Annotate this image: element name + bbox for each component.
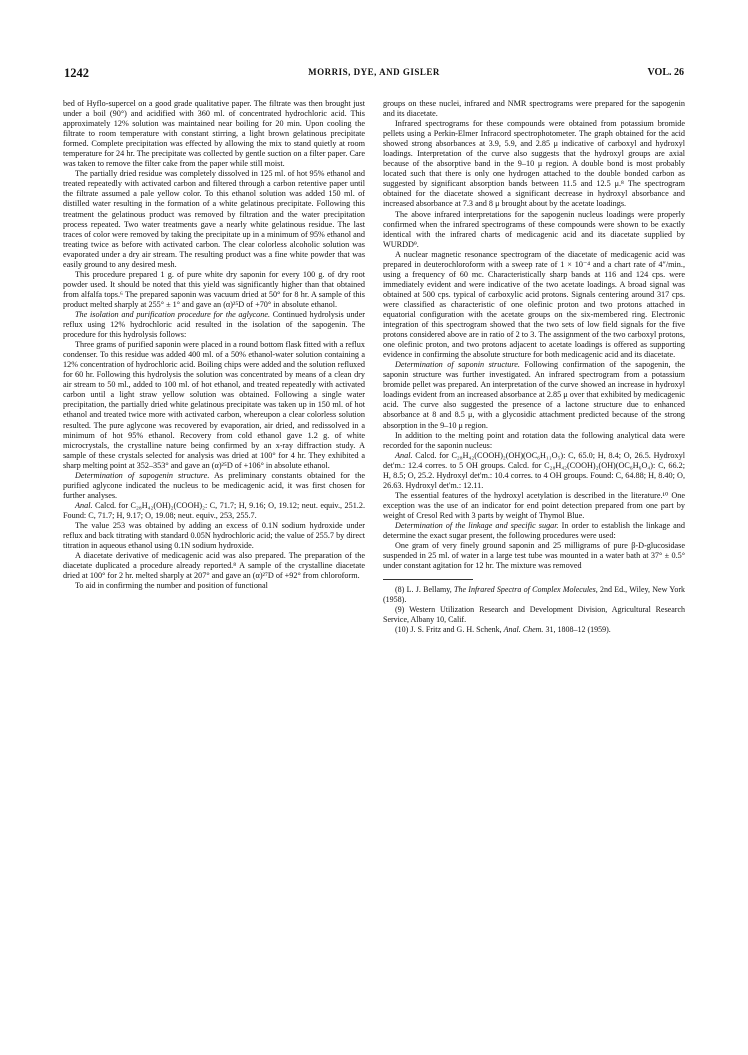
paragraph-lead: Anal. (395, 450, 413, 460)
page-number: 1242 (64, 66, 89, 80)
footnote-text: (10) J. S. Fritz and G. H. Schenk, (395, 625, 504, 635)
paragraph-text: Calcd. for C₂₈H₄₂(COOH)₂(OH)(OC₆H₁₁O₅): C, 65.0; H, 8.4; O, 26.5. Hydroxyl det'm.: 12.4 corres. to 5 OH groups. Calcd. for C₂₈H₄₂(COOH)₂(OH)(OC₆H₆O₄): C, 66.2; H, 8.5; O, 25.2. Hydroxyl det'm.: 10.4 corres. to 4 OH groups. Found: C, 64.88; H, 8.40; O, 26.63. Hydroxyl det'm.: 12.11. (383, 450, 685, 490)
paragraph-text: Continued hydrolysis under reflux using 12% hydrochloric acid resulted in the isolation of the sapogenin. The procedure for this hydrolysis follows: (63, 309, 365, 340)
running-header (64, 66, 684, 84)
footnote-text: 31, 1808–12 (1959). (543, 625, 611, 635)
paragraph-text: This procedure prepared 1 g. of pure white dry saponin for every 100 g. of dry root powder used. It should be noted that this yield was significantly higher than that obtained from alfalfa tops.⁶ The prepared saponin was vacuum dried at 50° for 8 hr. A sample of this product melted sharply at 255° ± 1° and gave an (α)²⁵D of +70° in absolute ethanol. (63, 269, 365, 309)
footnote-entry (383, 605, 685, 625)
paragraph-text: Three grams of purified saponin were placed in a round bottom flask fitted with a reflux condenser. To this residue was added 400 ml. of a 50% ethanol-water solution containing a 12% concentration of hydrochloric acid. Boiling chips were added and the solution refluxed for 60 hr. Following this hydrolysis the solution was concentrated by means of a clean dry air stream to 50 ml., added to 100 ml. of hot ethanol, and treated repeatedly with activated carbon until a light straw yellow solution was obtained. Following a single water precipitation, the partially dried white gelatinous precipitate was taken up in 150 ml. of hot ethanol and treated twice more with activated carbon, whereupon a clear colorless solution resulted. The pure aglycone was recovered by evaporation, air dried, and redissolved in a minimum of hot 95% ethanol. Recovery from cold ethanol gave 1.2 g. of white microcrystals, the crystalline nature being confirmed by an x-ray diffraction study. A sample of these crystals selected for analysis was dried at 100° for 4 hr. They exhibited a sharp melting point at 352–353° and gave an (α)²⁵D of +106° in absolute ethanol. (63, 340, 365, 470)
paragraph (383, 521, 685, 541)
paragraph-text: The partially dried residue was completely dissolved in 125 ml. of hot 95% ethanol and treated repeatedly with activated carbon and filtered through a carbon retentive paper until the filtrate assumed a pale yellow color. To this ethanol solution was added 150 ml. of distilled water resulting in the formation of a white gelatinous precipitate. Following this treatment the gelatinous product was removed by filtration and the water precipitation process repeated. Two water treatments gave a nearly white gelatinous residue. The last traces of color were removed by taking the precipitate up in a minimum of 95% ethanol and treating twice as before with activated carbon. The clear colorless alcoholic solution was evaporated under a dry air stream. The resulting product was a fine white powder that was easily ground to any desired mesh. (63, 169, 365, 269)
footnote-entry (383, 625, 685, 635)
paragraph (383, 451, 685, 491)
paragraph (383, 99, 685, 119)
paragraph (63, 99, 365, 169)
paragraph (383, 360, 685, 430)
footnote-text: 2nd Ed., Wiley, New York (1958). (383, 585, 685, 605)
footnote-text: (9) Western Utilization Research and Development Division, Agricultural Research Service, Albany 10, Calif. (383, 605, 685, 625)
paragraph-text: One gram of very finely ground saponin and 25 milligrams of pure β-D-glucosidase suspended in 25 ml. of water in a large test tube was mounted in a water bath at 37° ± 0.5° under constant agitation for 12 hr. The mixture was removed (383, 541, 685, 571)
right-column (383, 99, 685, 635)
paragraph-text: As preliminary constants obtained for the purified aglycone indicated the nucleus to be medicagenic acid, it was first chosen for further analyses. (63, 470, 365, 500)
paragraph-text: Infrared spectrograms for these compounds were obtained from potassium bromide pellets using a Perkin-Elmer Infracord spectrophotometer. The graph obtained for the acid showed strong absorbances at 3.9, 5.9, and 2.85 μ indicative of carboxyl and hydroxyl loadings. Interpretation of the curve also suggests that the hydroxyl groups are axial because of the absorptive band in the 9–10 μ region. A double bond is most probably located such that there is only one hydrogen attached to the double bonded carbon as suggested by significant absorption bands between 11.5 and 12.5 μ.⁸ The spectrogram obtained for the diacetate showed a significant decrease in hydroxyl absorbance and increased absorbance at 7.3 and 8 μ brought about by the acetate loadings. (383, 119, 685, 209)
paragraph-text: groups on these nuclei, infrared and NMR spectrograms were prepared for the sapogenin and its diacetate. (383, 99, 685, 119)
paragraph-text: The value 253 was obtained by adding an excess of 0.1N sodium hydroxide under reflux and back titrating with standard 0.05N hydrochloric acid; the value of 255.7 by direct titration in aqueous ethanol using 0.1N sodium hydroxide. (63, 520, 365, 551)
paragraph-lead: Determination of saponin structure. (395, 360, 520, 370)
footnote-entry (383, 585, 685, 605)
paragraph (383, 119, 685, 209)
paragraph (63, 270, 365, 310)
paragraph-text: Following confirmation of the sapogenin, the saponin structure was further investigated. An infrared spectrogram from a potassium bromide pellet was prepared. An interpretation of the curve showed an increase in hydroxyl loadings evident from an increased absorbance at 2.85 μ over that exhibited by medicagenic acid. The curve also suggested the presence of a lactone structure due to enhanced absorbance at 8 and 8.5 μ, with a glycosidic attachment predicted because of the strong absorption in the 9–10 μ region. (383, 360, 686, 430)
left-column (63, 99, 365, 591)
footnote-title: The Infrared Spectra of Complex Molecules, (454, 585, 598, 595)
footnote-title: Anal. Chem. (503, 625, 544, 635)
paragraph-text: A diacetate derivative of medicagenic acid was also prepared. The preparation of the diacetate duplicated a procedure already reported.⁸ A sample of the crystalline diacetate dried at 100° for 2 hr. melted sharply at 207° and gave an (α)²⁷D of +92° from chloroform. (63, 551, 365, 581)
paragraph (63, 501, 365, 521)
paragraph (63, 340, 365, 471)
paragraph-text: To aid in confirming the number and position of functional (75, 581, 268, 591)
paragraph (63, 581, 365, 591)
paragraph (383, 491, 685, 521)
footnotes (383, 585, 685, 635)
paragraph (63, 551, 365, 581)
paragraph-text: Calcd. for C₂₈H₄₂(OH)₂(COOH)₂: C, 71.7; H, 9.16; O, 19.12; neut. equiv., 251.2. Found: C, 71.7; H, 9.17; O, 19.08; neut. equiv., 253, 255.7. (63, 500, 365, 520)
paragraph (383, 250, 685, 361)
paragraph-text: bed of Hyflo-supercel on a good grade qualitative paper. The filtrate was then brought just under a boil (90°) and acidified with 360 ml. of concentrated hydrochloric acid. This approximately 12% solution was maintained near boiling for 20 min. Upon cooling the filtrate to room temperature with constant stirring, a light brown gelatinous precipitate formed. Complete precipitation was effected by allowing the mix to stand quietly at room temperature for 24 hr. The precipitate was collected by gentle suction on a filter paper. Care was taken to remove the filter cake from the paper while still moist. (63, 99, 365, 169)
paragraph-lead: The isolation and purification procedure for the aglycone. (75, 309, 271, 319)
paragraph (383, 210, 685, 250)
paragraph (383, 431, 685, 451)
paragraph-lead: Anal. (75, 500, 93, 510)
footnote-rule (383, 579, 473, 580)
paragraph-text: In order to establish the linkage and determine the exact sugar present, the following procedures were used: (383, 520, 685, 541)
right-column-body (383, 99, 685, 571)
paragraph (63, 471, 365, 501)
paragraph-text: In addition to the melting point and rotation data the following analytical data were recorded for the saponin nucleus: (383, 430, 685, 450)
footnote-text: (8) L. J. Bellamy, (395, 585, 455, 595)
paragraph (63, 521, 365, 551)
paragraph (383, 541, 685, 571)
running-title: MORRIS, DYE, AND GISLER (308, 67, 440, 77)
paragraph (63, 169, 365, 269)
paragraph-text: The above infrared interpretations for the sapogenin nucleus loadings were properly confirmed when the infrared spectrograms of these compounds were shown to be exactly identical with the infrared charts of medicagenic acid and its diacetate supplied by WURDD⁹. (383, 209, 685, 249)
paragraph-text: The essential features of the hydroxyl acetylation is described in the literature.¹⁰ One exception was the use of an indicator for end point detection prepared from one part by weight of Cresol Red with 3 parts by weight of Thymol Blue. (383, 490, 685, 520)
paragraph (63, 310, 365, 340)
paragraph-lead: Determination of the linkage and specific sugar. (395, 520, 559, 530)
volume-label: VOL. 26 (647, 67, 684, 78)
paragraph-text: A nuclear magnetic resonance spectrogram of the diacetate of medicagenic acid was prepared in deuterochloroform with a sweep rate of 1 × 10⁻⁴ and a chart rate of 4″/min., using a frequency of 60 mc. Characteristically sharp bands at 116 and 124 cps. were immediately evident and were indicative of the two acetate loadings. A broad signal was obtained at 500 cps. typical of carboxylic acid protons. Signals centering around 317 cps. were classified as characteristic of one olefinic proton and two protons attached in equatorial configuration with the acetate groups on the six-membered ring. Electronic integration of this spectrogram showed that the two sets of low field signals for the five protons considered above are in ratio of 2 to 3. The assignment of the two carboxyl protons, one olefinic proton, and two protons adjacent to acetate loadings is offered as supporting evidence in confirming the absolute structure for both medicagenic acid and its diacetate. (383, 249, 685, 360)
paragraph-lead: Determination of sapogenin structure. (75, 470, 210, 480)
